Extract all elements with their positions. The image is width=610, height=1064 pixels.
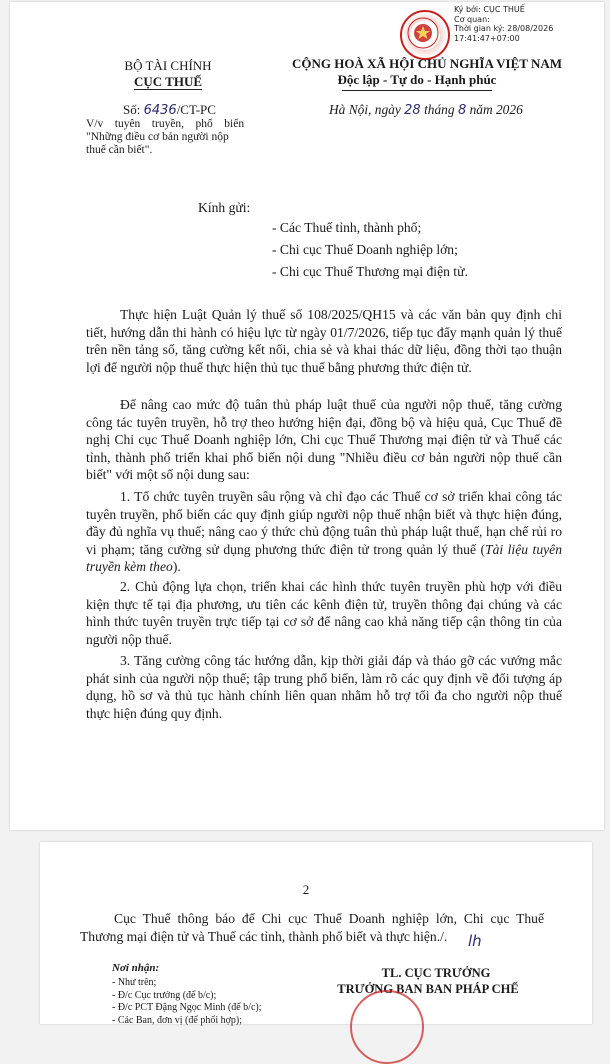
motto-underline <box>342 90 492 91</box>
receiver-item: - Như trên; <box>112 977 157 988</box>
digital-signature-seal <box>400 10 450 60</box>
official-red-seal <box>350 990 424 1064</box>
receivers-title: Nơi nhận: <box>112 962 160 974</box>
handwritten-day: 28 <box>404 103 421 118</box>
number-suffix: /CT-PC <box>176 102 216 117</box>
motto-text: Độc lập - Tự do - Hạnh phúc <box>337 72 497 87</box>
directive-item-3: 3. Tăng cường công tác hướng dẫn, kịp thời giải đáp và tháo gỡ các vướng mắc phát sinh của người nộp thuế; tập trung phổ biến, làm rõ các quy định về đối tượng áp dụng, hồ sơ và thủ tục hành chính liên quan nhằm hỗ trợ tối đa cho người nộp thuế thực hiện đúng quy định. <box>86 653 562 721</box>
closing-paragraph: Cục Thuế thông báo để Chi cục Thuế Doanh nghiệp lớn, Chi cục Thuế Thương mại điện tử và Thuế các tỉnh, thành phố biết và thực hiện./. <box>80 911 544 944</box>
signing-time-zone: 17:41:47+07:00 <box>454 33 520 43</box>
page-number: 2 <box>302 882 310 897</box>
directive-text: 1. Tổ chức tuyên truyền sâu rộng và chỉ đạo các Thuế cơ sở triển khai công tác tuyên truyền, phổ biến các quy định giúp người nộp thuế nhận biết và thực hiện đúng, đầy đủ nghĩa vụ thuế; nâng cao ý thức chủ động tuân thủ pháp luật thuế, hạn chế rủi ro vi phạm; tăng cường sử dụng phương thức điện tử trong quản lý thuế ( <box>86 489 562 557</box>
recipient-item: - Chi cục Thuế Doanh nghiệp lớn; <box>272 242 458 257</box>
signing-agency: Cơ quan: <box>454 14 490 24</box>
issue-date <box>329 102 523 118</box>
signing-time: Thời gian ký: 28/08/2026 <box>454 24 554 33</box>
country-name: CỘNG HOÀ XÃ HỘI CHỦ NGHĨA VIỆT NAM <box>292 56 563 71</box>
subject-line: V/v tuyên truyền, phổ biến <box>86 118 245 130</box>
national-motto <box>292 72 542 91</box>
receivers-list <box>112 977 262 1027</box>
document-number <box>123 102 216 118</box>
greeting: Kính gửi: <box>198 200 251 215</box>
recipient-item: - Chi cục Thuế Thương mại điện tử. <box>272 264 468 279</box>
document-page-2 <box>40 842 592 1024</box>
signature-info <box>454 5 553 43</box>
date-year: năm 2026 <box>469 102 523 117</box>
signer-position: TRƯỞNG BAN BAN PHÁP CHẾ <box>337 982 519 996</box>
department-label: CỤC THUẾ <box>133 74 203 89</box>
signer-title: TL. CỤC TRƯỞNG <box>381 966 491 980</box>
document-subject <box>86 118 252 157</box>
ministry-name: BỘ TÀI CHÍNH <box>124 58 212 73</box>
department-name <box>108 74 228 90</box>
receiver-item: - Các Ban, đơn vị (để phối hợp); <box>112 1014 242 1026</box>
signed-by: Ký bởi: CỤC THUẾ <box>454 5 525 14</box>
body-paragraph: Thực hiện Luật Quản lý thuế số 108/2025/QH15 và các văn bản quy định chi tiết, hướng dẫn thi hành có hiệu lực từ ngày 01/7/2026, tiếp tục đẩy mạnh quản lý thuế trên nền tảng số, tăng cường kết nối, chia sẻ và khai thác dữ liệu, đồng thời tạo thuận lợi để người nộp thuế thực hiện thủ tục thuế bằng phương thức điện tử. <box>86 307 562 375</box>
handwritten-month: 8 <box>457 103 467 118</box>
directive-item-2: 2. Chủ động lựa chọn, triển khai các hình thức tuyên truyền phù hợp với điều kiện thực tế tại địa phương, ưu tiên các kênh điện tử, truyền thông đại chúng và các hình thức tuyên truyền trực tiếp tại cơ sở để nâng cao khả năng tiếp cận thông tin của người nộp thuế. <box>86 579 562 647</box>
subject-line: thuế cần biết". <box>86 144 153 156</box>
document-page-1 <box>10 2 604 830</box>
directive-end: ). <box>172 559 181 575</box>
number-prefix: Số: <box>123 102 141 117</box>
directive-item-1 <box>86 488 562 576</box>
attachment-note: Tài liệu tuyên truyền kèm theo <box>86 541 562 575</box>
handwritten-number: 6436 <box>143 103 177 118</box>
date-city: Hà Nội, ngày <box>329 102 401 117</box>
handwritten-initial: lh <box>468 932 482 950</box>
body-paragraph: Để nâng cao mức độ tuân thủ pháp luật thuế của người nộp thuế, tăng cường công tác tuyên truyền, hỗ trợ theo hướng hiện đại, đồng bộ và hiệu quả, Cục Thuế đề nghị Chi cục Thuế Doanh nghiệp lớn, Chi cục Thuế Thương mại điện tử và Thuế các tỉnh, thành phố triển khai phổ biến nội dung "Nhiều điều cơ bản người nộp thuế cần biết" với một số nội dung sau: <box>86 397 562 483</box>
recipient-item: - Các Thuế tỉnh, thành phố; <box>272 220 422 235</box>
date-month-word: tháng <box>424 102 455 117</box>
receiver-item: - Đ/c PCT Đặng Ngọc Minh (để b/c); <box>112 1002 262 1013</box>
receiver-item: - Đ/c Cục trưởng (để b/c); <box>112 989 217 1001</box>
subject-line: "Những điều cơ bản người nộp <box>86 131 229 143</box>
